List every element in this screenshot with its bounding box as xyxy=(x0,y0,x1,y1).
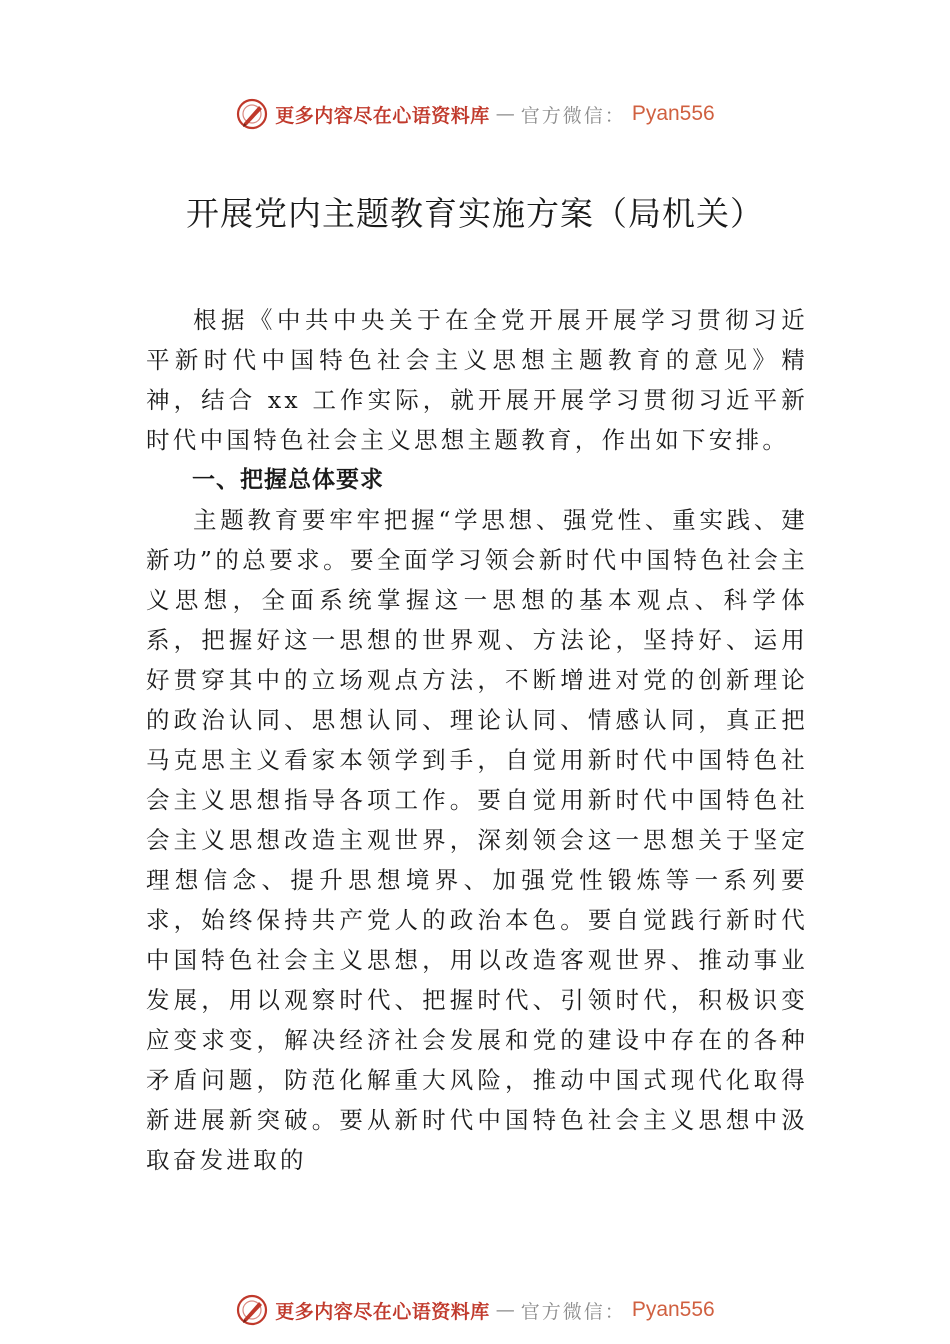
wechat-label: 官方微信： xyxy=(520,104,626,127)
document-body xyxy=(146,300,808,1180)
site-name-text: 更多内容尽在心语资料库 xyxy=(275,1300,490,1323)
pen-nib-logo-icon xyxy=(235,1293,269,1327)
section-paragraph: 主题教育要牢牢把握“学思想、强党性、重实践、建新功”的总要求。要全面学习领会新时代中国特色社会主义思想，全面系统掌握这一思想的基本观点、科学体系，把握好这一思想的世界观、方法论，坚持好、运用好贯穿其中的立场观点方法，不断增进对党的创新理论的政治认同、思想认同、理论认同、情感认同，真正把马克思主义看家本领学到手，自觉用新时代中国特色社会主义思想指导各项工作。要自觉用新时代中国特色社会主义思想改造主观世界，深刻领会这一思想关于坚定理想信念、提升思想境界、加强党性锻炼等一系列要求，始终保持共产党人的政治本色。要自觉践行新时代中国特色社会主义思想，用以改造客观世界、推动事业发展，用以观察时代、把握时代、引领时代，积极识变应变求变，解决经济社会发展和党的建设中存在的各种矛盾问题，防范化解重大风险，推动中国式现代化取得新进展新突破。要从新时代中国特色社会主义思想中汲取奋发进取的 xyxy=(146,506,808,1174)
site-name-text: 更多内容尽在心语资料库 xyxy=(275,104,490,127)
banner-separator: — xyxy=(495,103,515,125)
wechat-id: Pyan556 xyxy=(631,102,715,125)
intro-paragraph: 根据《中共中央关于在全党开展开展学习贯彻习近平新时代中国特色社会主义思想主题教育的意见》精神，结合 xx 工作实际，就开展开展学习贯彻习近平新时代中国特色社会主义思想主题教育，作出如下安排。 xyxy=(146,306,808,454)
document-title: 开展党内主题教育实施方案（局机关） xyxy=(186,194,764,233)
footer-watermark-banner xyxy=(0,1290,950,1330)
section-heading: 一、把握总体要求 xyxy=(192,467,384,493)
pen-nib-logo-icon xyxy=(235,97,269,131)
wechat-label: 官方微信： xyxy=(520,1300,626,1323)
wechat-id: Pyan556 xyxy=(631,1298,715,1321)
header-watermark-banner xyxy=(0,94,950,134)
banner-separator: — xyxy=(495,1299,515,1321)
